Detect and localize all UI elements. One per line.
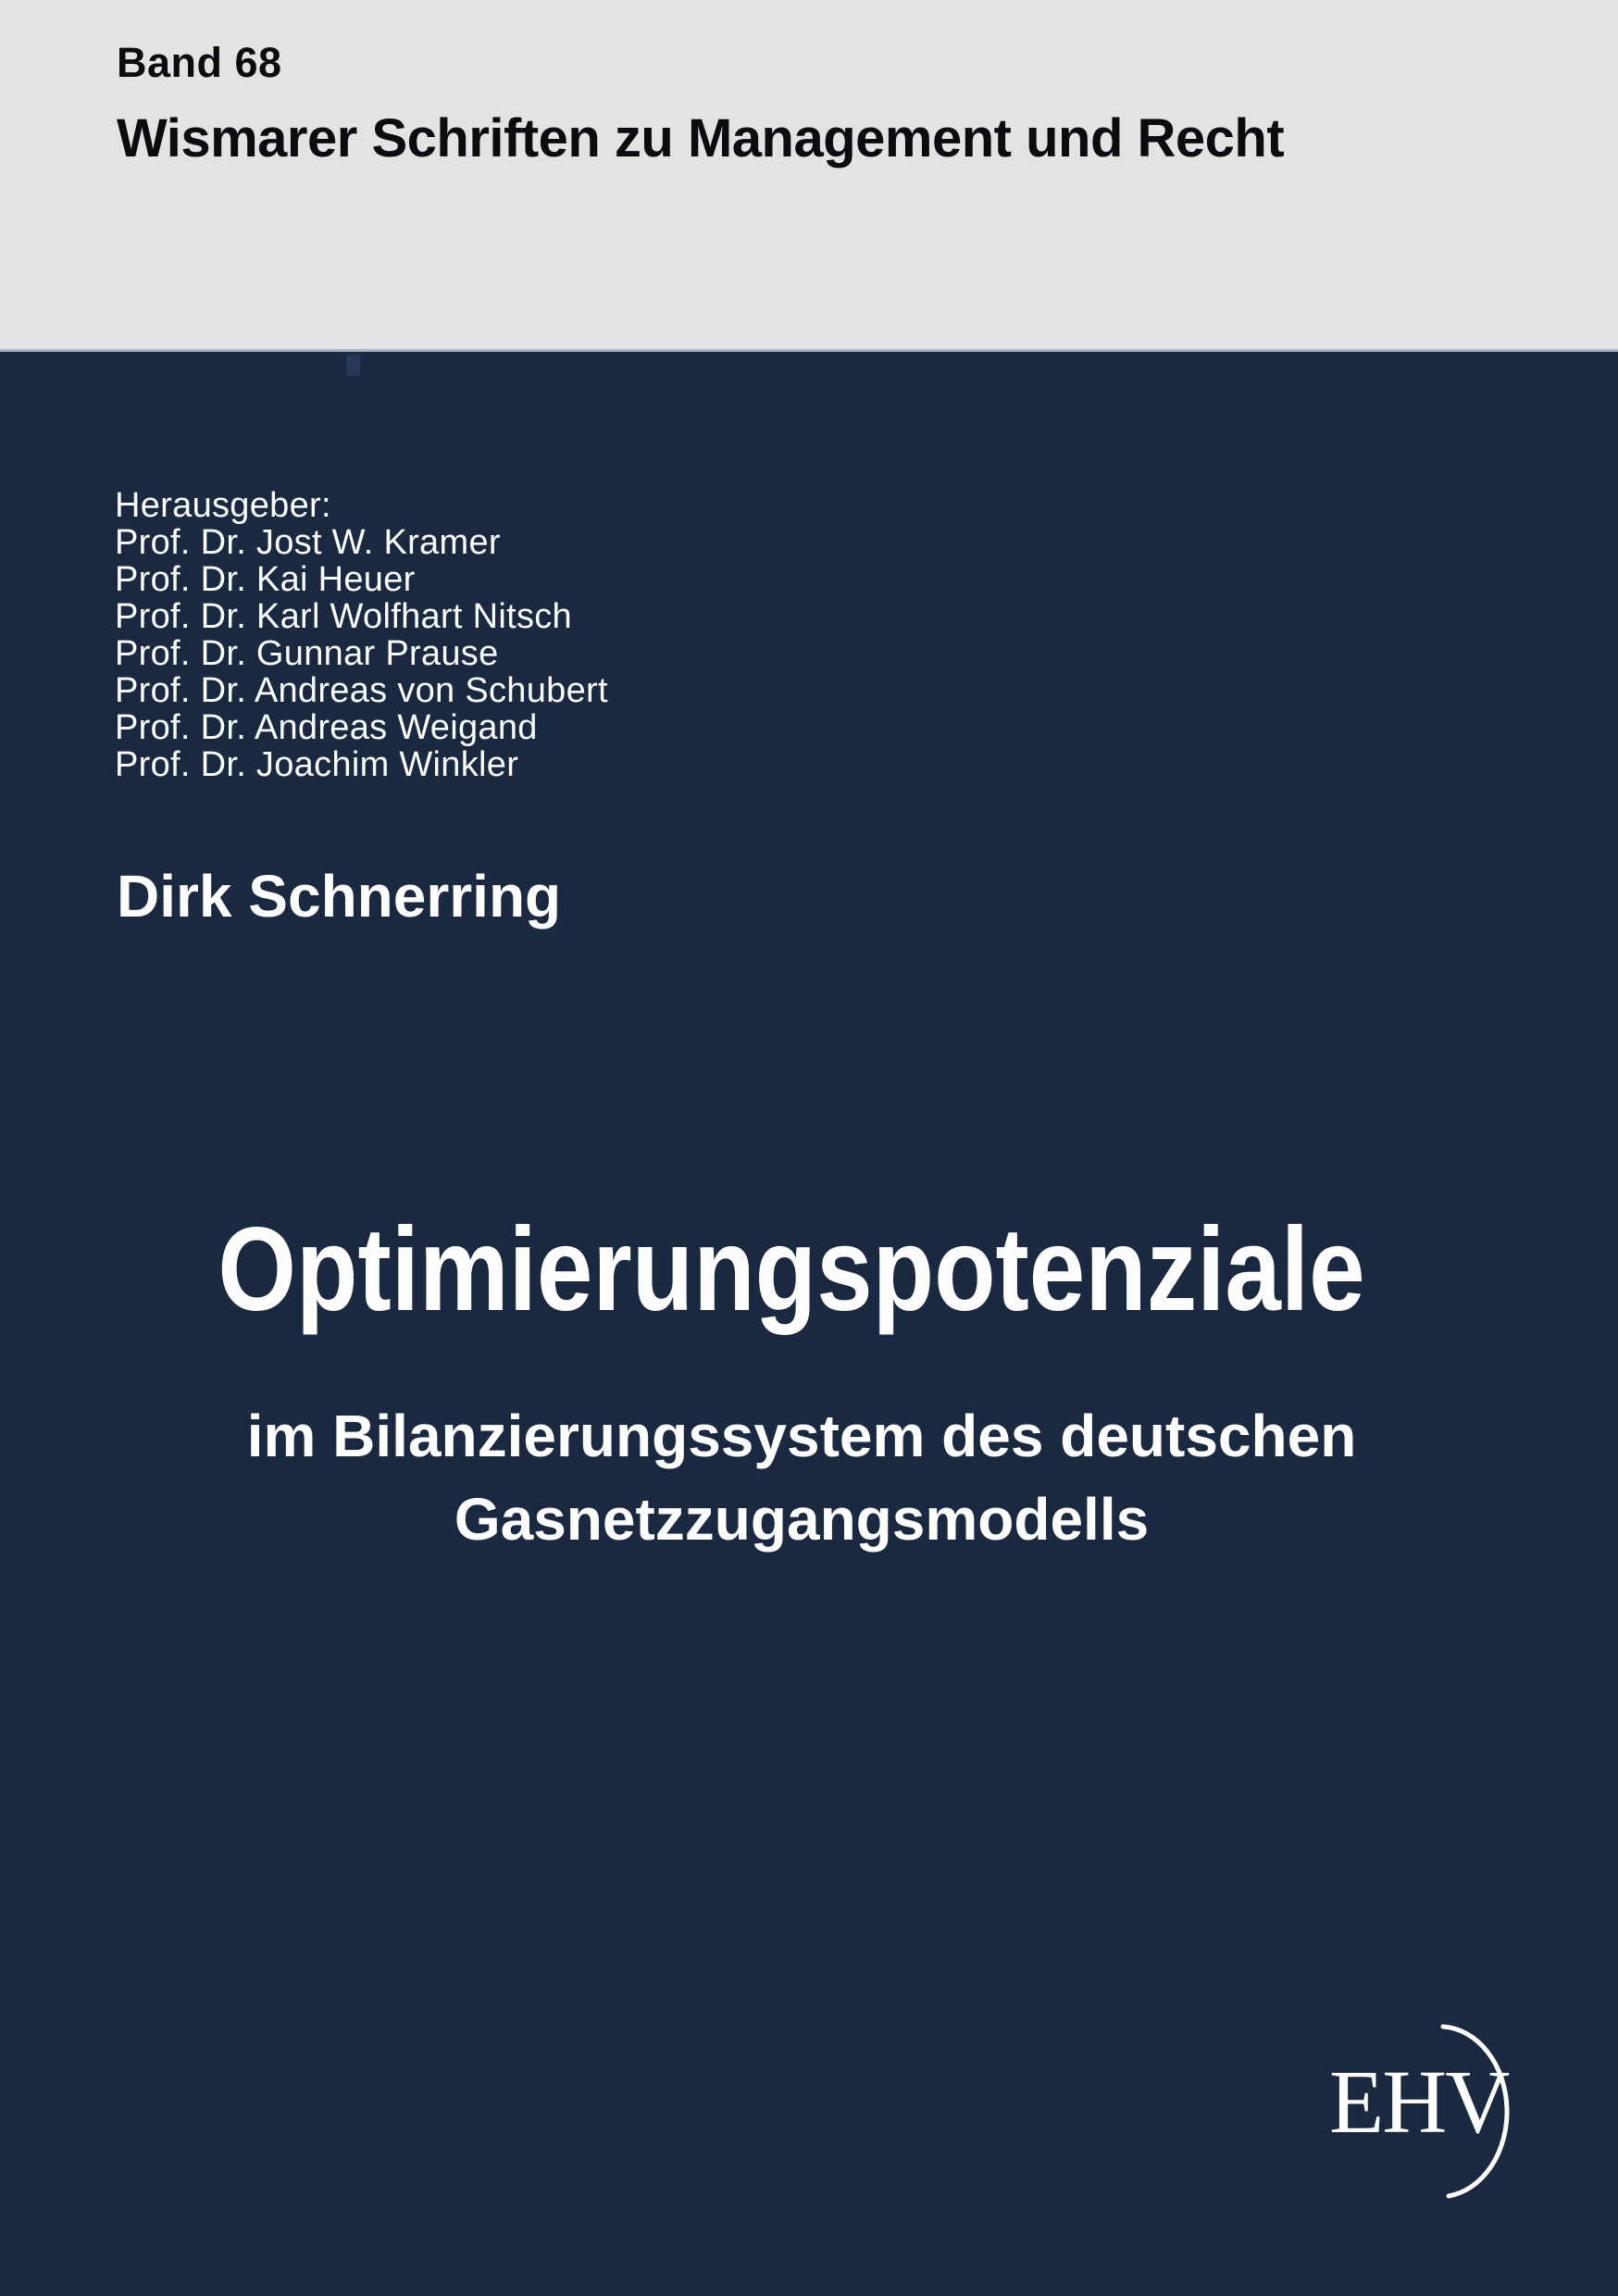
book-subtitle-line1: im Bilanzierungssystem des deutschen bbox=[246, 1403, 1357, 1469]
book-subtitle bbox=[247, 1394, 1357, 1561]
publisher-logo-text: EHV bbox=[1329, 2053, 1509, 2152]
publishers-block bbox=[115, 487, 608, 783]
publisher-name: Prof. Dr. Karl Wolfhart Nitsch bbox=[115, 597, 572, 636]
cover-header-band bbox=[0, 0, 1618, 352]
book-subtitle-line2: Gasnetzzugangsmodells bbox=[454, 1486, 1150, 1553]
author-name: Dirk Schnerring bbox=[117, 863, 562, 930]
series-volume-number: Band 68 bbox=[117, 39, 282, 86]
publisher-name: Prof. Dr. Andreas von Schubert bbox=[115, 671, 608, 710]
right-arc-icon bbox=[1425, 2000, 1537, 2208]
publisher-name: Prof. Dr. Joachim Winkler bbox=[115, 745, 519, 784]
publishers-heading: Herausgeber: bbox=[115, 486, 331, 525]
publisher-name: Prof. Dr. Gunnar Prause bbox=[115, 634, 499, 673]
book-title: Optimierungspotenziale bbox=[218, 1204, 1365, 1336]
publisher-name: Prof. Dr. Kai Heuer bbox=[115, 560, 416, 599]
series-title: Wismarer Schriften zu Management und Recht bbox=[117, 108, 1285, 168]
publisher-logo-ehv bbox=[1314, 1990, 1555, 2213]
print-artifact-mark bbox=[346, 355, 360, 376]
publisher-name: Prof. Dr. Andreas Weigand bbox=[115, 708, 538, 747]
header-divider-line bbox=[0, 349, 1618, 352]
publisher-name: Prof. Dr. Jost W. Kramer bbox=[115, 523, 501, 562]
